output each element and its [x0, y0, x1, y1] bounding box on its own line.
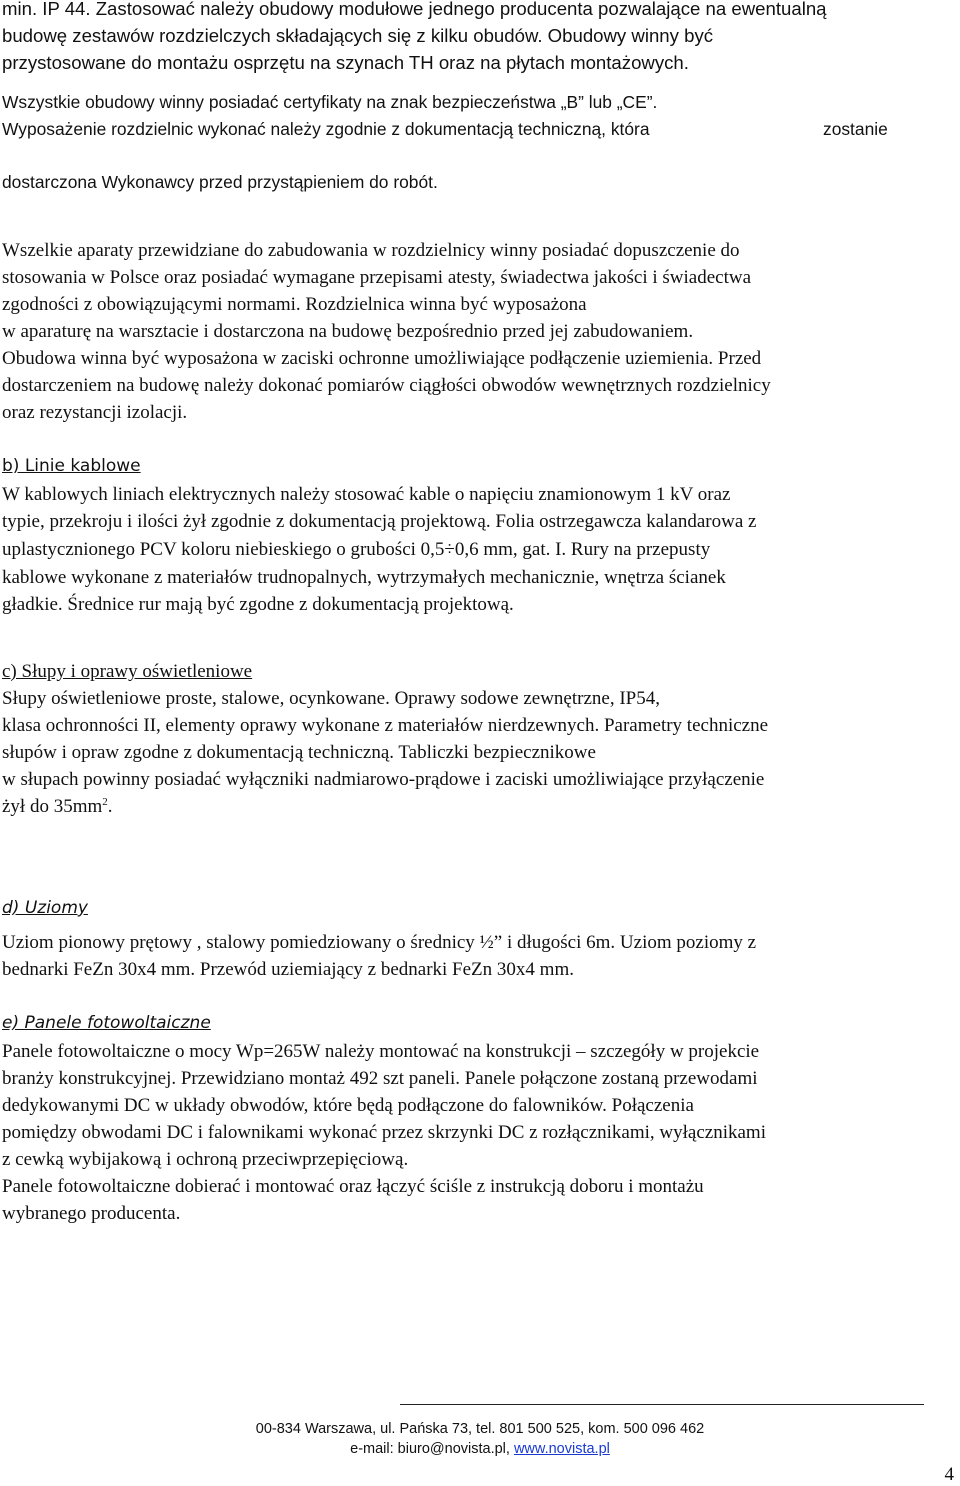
footer-contact — [0, 1441, 960, 1457]
aparaty-line-4: w aparaturę na warsztacie i dostarczona na budowę bezpośrednio przed jej zabudowaniem. — [2, 321, 694, 342]
section-c-line-5-text: żył do 35mm — [2, 796, 103, 817]
aparaty-line-5: Obudowa winna być wyposażona w zaciski ochronne umożliwiające podłączenie uziemienia. Przed — [2, 348, 762, 369]
intro-line-3: przystosowane do montażu osprzętu na szynach TH oraz na płytach montażowych. — [2, 52, 689, 73]
aparaty-line-2: stosowania w Polsce oraz posiadać wymagane przepisami atesty, świadectwa jakości i świadectwa — [2, 267, 752, 288]
section-e-line-1: Panele fotowoltaiczne o mocy Wp=265W należy montować na konstrukcji – szczegóły w projekcie — [2, 1041, 760, 1062]
footer-address: 00-834 Warszawa, ul. Pańska 73, tel. 801 500 525, kom. 500 096 462 — [255, 1421, 705, 1437]
intro-line-4: Wszystkie obudowy winny posiadać certyfikaty na znak bezpieczeństwa „B” lub „CE”. — [2, 92, 658, 112]
section-e-line-7: wybranego producenta. — [2, 1203, 181, 1224]
aparaty-line-7: oraz rezystancji izolacji. — [2, 402, 188, 423]
section-c-line-1: Słupy oświetleniowe proste, stalowe, ocynkowane. Oprawy sodowe zewnętrzne, IP54, — [2, 688, 660, 709]
section-d-line-2: bednarki FeZn 30x4 mm. Przewód uziemiający z bednarki FeZn 30x4 mm. — [2, 959, 574, 980]
section-e-line-6: Panele fotowoltaiczne dobierać i montować oraz łączyć ściśle z instrukcją doboru i montażu — [2, 1176, 704, 1197]
footer-email: e-mail: biuro@novista.pl, — [350, 1441, 514, 1457]
section-c-line-5 — [2, 797, 113, 816]
intro-line-6: dostarczona Wykonawcy przed przystąpieniem do robót. — [2, 172, 438, 192]
section-b-heading: b) Linie kablowe — [2, 456, 141, 476]
section-d-heading: d) Uziomy — [2, 898, 88, 918]
section-b-line-3: uplastycznionego PCV koloru niebieskiego o grubości 0,5÷0,6 mm, gat. I. Rury na przepusty — [2, 539, 711, 560]
section-c-line-3: słupów i opraw zgodne z dokumentacją techniczną. Tabliczki bezpiecznikowe — [2, 742, 596, 763]
intro-line-2: budowę zestawów rozdzielczych składających się z kilku obudów. Obudowy winny być — [2, 25, 714, 46]
footer-website-link[interactable]: www.novista.pl — [513, 1441, 610, 1457]
aparaty-line-6: dostarczeniem na budowę należy dokonać pomiarów ciągłości obwodów wewnętrznych rozdzielnicy — [2, 375, 771, 396]
section-e-line-3: dedykowanymi DC w układy obwodów, które będą podłączone do falowników. Połączenia — [2, 1095, 694, 1116]
aparaty-line-3: zgodności z obowiązującymi normami. Rozdzielnica winna być wyposażona — [2, 294, 587, 315]
section-c-line-2: klasa ochronności II, elementy oprawy wykonane z materiałów nierdzewnych. Parametry techniczne — [2, 715, 769, 736]
section-b-line-4: kablowe wykonane z materiałów trudnopalnych, wytrzymałych mechanicznie, wnętrza ścianek — [2, 567, 726, 588]
section-b-line-1: W kablowych liniach elektrycznych należy stosować kable o napięciu znamionowym 1 kV oraz — [2, 484, 731, 505]
footer-divider — [400, 1404, 924, 1405]
section-c-line-4: w słupach powinny posiadać wyłączniki nadmiarowo-prądowe i zaciski umożliwiające przyłączenie — [2, 769, 765, 790]
section-e-heading: e) Panele fotowoltaiczne — [2, 1013, 211, 1033]
section-c-heading: c) Słupy i oprawy oświetleniowe — [2, 661, 253, 682]
intro-line-5-tail: zostanie — [823, 119, 888, 139]
superscript-2: 2 — [102, 796, 108, 808]
section-e-line-4: pomiędzy obwodami DC i falownikami wykonać przez skrzynki DC z rozłącznikami, wyłącznikami — [2, 1122, 766, 1143]
intro-line-5: Wyposażenie rozdzielnic wykonać należy zgodnie z dokumentacją techniczną, która — [2, 119, 650, 139]
section-e-line-2: branży konstrukcyjnej. Przewidziano montaż 492 szt paneli. Panele połączone zostaną przewodami — [2, 1068, 758, 1089]
aparaty-line-1: Wszelkie aparaty przewidziane do zabudowania w rozdzielnicy winny posiadać dopuszczenie do — [2, 240, 740, 261]
section-b-line-5: gładkie. Średnice rur mają być zgodne z dokumentacją projektową. — [2, 594, 514, 615]
section-c-line-5-period: . — [107, 796, 113, 817]
section-b-line-2: typie, przekroju i ilości żył zgodnie z dokumentacją projektową. Folia ostrzegawcza kalandarowa z — [2, 511, 757, 532]
section-d-line-1: Uziom pionowy prętowy , stalowy pomiedziowany o średnicy ½” i długości 6m. Uziom poziomy z — [2, 932, 757, 953]
page-number: 4 — [944, 1464, 954, 1485]
intro-line-1: min. IP 44. Zastosować należy obudowy modułowe jednego producenta pozwalające na ewentualną — [2, 0, 827, 19]
section-e-line-5: z cewką wybijakową i ochroną przeciwprzepięciową. — [2, 1149, 409, 1170]
